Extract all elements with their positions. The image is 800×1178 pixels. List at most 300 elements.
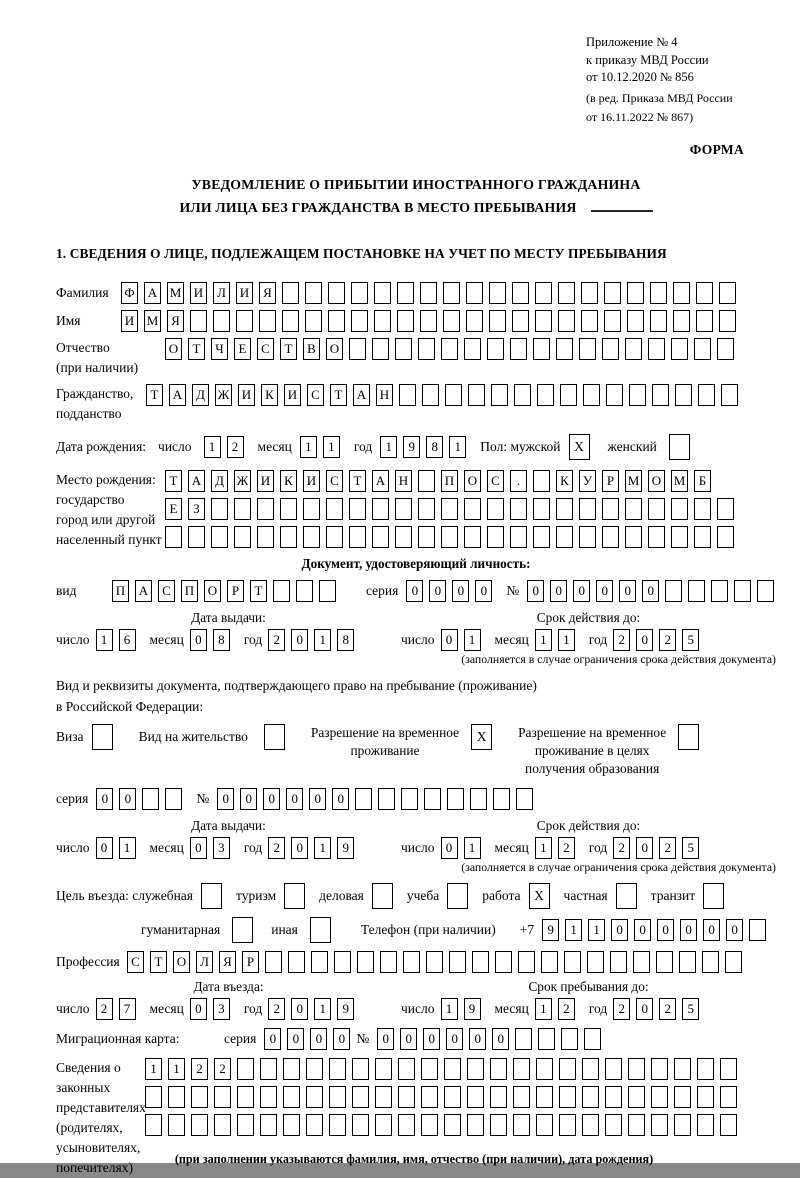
char-cell[interactable] <box>669 434 690 460</box>
char-cell[interactable]: 0 <box>657 919 674 941</box>
char-cell[interactable] <box>259 310 276 332</box>
char-cell[interactable]: А <box>372 470 389 492</box>
char-cell[interactable]: 5 <box>682 998 699 1020</box>
char-cell[interactable] <box>375 1114 392 1136</box>
char-cell[interactable] <box>717 526 734 548</box>
char-cell[interactable] <box>201 883 222 909</box>
char-cell[interactable] <box>725 951 742 973</box>
char-cell[interactable] <box>165 526 182 548</box>
char-cell[interactable] <box>721 384 738 406</box>
char-cell[interactable]: Т <box>280 338 297 360</box>
char-cell[interactable] <box>418 526 435 548</box>
char-cell[interactable]: X <box>529 883 550 909</box>
char-cell[interactable] <box>466 282 483 304</box>
char-cell[interactable] <box>380 951 397 973</box>
char-cell[interactable]: 7 <box>119 998 136 1020</box>
char-cell[interactable] <box>283 1086 300 1108</box>
char-cell[interactable] <box>536 1086 553 1108</box>
char-cell[interactable] <box>627 282 644 304</box>
char-cell[interactable] <box>284 883 305 909</box>
char-cell[interactable] <box>374 282 391 304</box>
char-cell[interactable]: 1 <box>380 436 397 458</box>
char-cell[interactable] <box>447 883 468 909</box>
char-cell[interactable] <box>587 951 604 973</box>
char-cell[interactable] <box>628 1058 645 1080</box>
char-cell[interactable] <box>625 526 642 548</box>
char-cell[interactable] <box>559 1114 576 1136</box>
char-cell[interactable]: 6 <box>119 629 136 651</box>
char-cell[interactable] <box>351 282 368 304</box>
char-cell[interactable] <box>311 951 328 973</box>
char-cell[interactable] <box>395 526 412 548</box>
char-cell[interactable]: 3 <box>213 998 230 1020</box>
char-cell[interactable] <box>329 1086 346 1108</box>
char-cell[interactable] <box>720 1058 737 1080</box>
char-cell[interactable]: 0 <box>333 1028 350 1050</box>
char-cell[interactable] <box>310 917 331 943</box>
char-cell[interactable] <box>443 310 460 332</box>
char-cell[interactable]: Т <box>146 384 163 406</box>
char-cell[interactable]: К <box>261 384 278 406</box>
char-cell[interactable] <box>349 338 366 360</box>
char-cell[interactable]: 1 <box>535 837 552 859</box>
char-cell[interactable]: 0 <box>492 1028 509 1050</box>
char-cell[interactable] <box>717 338 734 360</box>
char-cell[interactable] <box>237 1114 254 1136</box>
char-cell[interactable] <box>232 917 253 943</box>
char-cell[interactable] <box>558 282 575 304</box>
char-cell[interactable] <box>424 788 441 810</box>
char-cell[interactable]: 0 <box>423 1028 440 1050</box>
char-cell[interactable] <box>257 498 274 520</box>
char-cell[interactable] <box>395 498 412 520</box>
char-cell[interactable] <box>145 1114 162 1136</box>
char-cell[interactable]: С <box>326 470 343 492</box>
char-cell[interactable]: М <box>144 310 161 332</box>
char-cell[interactable]: Я <box>167 310 184 332</box>
char-cell[interactable] <box>512 310 529 332</box>
char-cell[interactable]: О <box>204 580 221 602</box>
char-cell[interactable]: 0 <box>286 788 303 810</box>
char-cell[interactable] <box>679 951 696 973</box>
char-cell[interactable] <box>671 498 688 520</box>
char-cell[interactable]: И <box>284 384 301 406</box>
char-cell[interactable] <box>191 1086 208 1108</box>
char-cell[interactable] <box>282 282 299 304</box>
char-cell[interactable] <box>652 384 669 406</box>
char-cell[interactable] <box>283 1058 300 1080</box>
char-cell[interactable] <box>487 498 504 520</box>
char-cell[interactable] <box>375 1086 392 1108</box>
char-cell[interactable]: 0 <box>680 919 697 941</box>
char-cell[interactable] <box>510 338 527 360</box>
char-cell[interactable] <box>303 526 320 548</box>
char-cell[interactable] <box>444 1114 461 1136</box>
char-cell[interactable] <box>190 310 207 332</box>
char-cell[interactable]: 0 <box>190 837 207 859</box>
char-cell[interactable]: 0 <box>217 788 234 810</box>
char-cell[interactable] <box>674 1086 691 1108</box>
char-cell[interactable] <box>648 338 665 360</box>
char-cell[interactable] <box>711 580 728 602</box>
char-cell[interactable]: Б <box>694 470 711 492</box>
char-cell[interactable]: 2 <box>613 998 630 1020</box>
char-cell[interactable] <box>426 951 443 973</box>
char-cell[interactable]: 1 <box>96 629 113 651</box>
char-cell[interactable] <box>328 310 345 332</box>
char-cell[interactable]: 9 <box>403 436 420 458</box>
char-cell[interactable]: Л <box>213 282 230 304</box>
char-cell[interactable] <box>606 384 623 406</box>
char-cell[interactable] <box>260 1086 277 1108</box>
char-cell[interactable]: 1 <box>565 919 582 941</box>
char-cell[interactable] <box>694 338 711 360</box>
char-cell[interactable] <box>605 1086 622 1108</box>
char-cell[interactable] <box>556 338 573 360</box>
char-cell[interactable]: 0 <box>573 580 590 602</box>
char-cell[interactable] <box>213 310 230 332</box>
char-cell[interactable] <box>260 1114 277 1136</box>
char-cell[interactable]: 1 <box>168 1058 185 1080</box>
char-cell[interactable]: 0 <box>96 788 113 810</box>
char-cell[interactable]: 0 <box>119 788 136 810</box>
char-cell[interactable]: 0 <box>703 919 720 941</box>
char-cell[interactable]: 0 <box>469 1028 486 1050</box>
char-cell[interactable] <box>418 498 435 520</box>
char-cell[interactable]: С <box>158 580 175 602</box>
char-cell[interactable] <box>674 1114 691 1136</box>
char-cell[interactable] <box>541 951 558 973</box>
char-cell[interactable]: И <box>238 384 255 406</box>
char-cell[interactable]: 5 <box>682 837 699 859</box>
char-cell[interactable] <box>282 310 299 332</box>
char-cell[interactable] <box>489 310 506 332</box>
char-cell[interactable] <box>487 526 504 548</box>
char-cell[interactable] <box>265 951 282 973</box>
char-cell[interactable] <box>703 883 724 909</box>
char-cell[interactable]: 0 <box>377 1028 394 1050</box>
char-cell[interactable]: 1 <box>314 629 331 651</box>
char-cell[interactable]: 0 <box>263 788 280 810</box>
char-cell[interactable] <box>674 1058 691 1080</box>
char-cell[interactable]: Ж <box>215 384 232 406</box>
char-cell[interactable] <box>628 1086 645 1108</box>
char-cell[interactable]: 1 <box>204 436 221 458</box>
char-cell[interactable] <box>582 1114 599 1136</box>
char-cell[interactable] <box>92 724 113 750</box>
char-cell[interactable] <box>234 526 251 548</box>
char-cell[interactable] <box>512 282 529 304</box>
char-cell[interactable]: О <box>648 470 665 492</box>
char-cell[interactable]: 0 <box>619 580 636 602</box>
char-cell[interactable]: М <box>625 470 642 492</box>
char-cell[interactable] <box>306 1114 323 1136</box>
char-cell[interactable] <box>697 1058 714 1080</box>
char-cell[interactable] <box>605 1114 622 1136</box>
char-cell[interactable] <box>561 1028 578 1050</box>
char-cell[interactable] <box>329 1058 346 1080</box>
char-cell[interactable] <box>374 310 391 332</box>
char-cell[interactable]: 1 <box>464 837 481 859</box>
char-cell[interactable] <box>533 526 550 548</box>
char-cell[interactable]: 0 <box>527 580 544 602</box>
char-cell[interactable] <box>651 1086 668 1108</box>
char-cell[interactable] <box>421 1086 438 1108</box>
char-cell[interactable] <box>306 1058 323 1080</box>
char-cell[interactable]: И <box>121 310 138 332</box>
char-cell[interactable] <box>236 310 253 332</box>
char-cell[interactable] <box>444 1058 461 1080</box>
char-cell[interactable]: Е <box>234 338 251 360</box>
char-cell[interactable] <box>582 1058 599 1080</box>
char-cell[interactable]: 0 <box>726 919 743 941</box>
char-cell[interactable]: 0 <box>429 580 446 602</box>
char-cell[interactable]: С <box>307 384 324 406</box>
char-cell[interactable]: 2 <box>268 837 285 859</box>
char-cell[interactable] <box>398 1114 415 1136</box>
char-cell[interactable]: К <box>556 470 573 492</box>
char-cell[interactable] <box>214 1114 231 1136</box>
char-cell[interactable] <box>675 384 692 406</box>
char-cell[interactable] <box>464 498 481 520</box>
char-cell[interactable] <box>399 384 416 406</box>
char-cell[interactable]: 1 <box>588 919 605 941</box>
char-cell[interactable] <box>375 1058 392 1080</box>
char-cell[interactable]: 1 <box>314 998 331 1020</box>
char-cell[interactable] <box>602 338 619 360</box>
char-cell[interactable] <box>678 724 699 750</box>
char-cell[interactable] <box>579 498 596 520</box>
char-cell[interactable] <box>535 282 552 304</box>
char-cell[interactable] <box>352 1114 369 1136</box>
char-cell[interactable] <box>650 310 667 332</box>
char-cell[interactable] <box>602 526 619 548</box>
char-cell[interactable]: 1 <box>558 629 575 651</box>
char-cell[interactable] <box>536 1114 553 1136</box>
char-cell[interactable] <box>671 526 688 548</box>
char-cell[interactable] <box>559 1058 576 1080</box>
char-cell[interactable] <box>510 498 527 520</box>
char-cell[interactable] <box>491 384 508 406</box>
char-cell[interactable] <box>584 1028 601 1050</box>
char-cell[interactable] <box>720 1114 737 1136</box>
char-cell[interactable]: З <box>188 498 205 520</box>
char-cell[interactable] <box>305 282 322 304</box>
char-cell[interactable] <box>535 310 552 332</box>
char-cell[interactable] <box>421 1114 438 1136</box>
char-cell[interactable]: 0 <box>190 998 207 1020</box>
char-cell[interactable] <box>556 498 573 520</box>
char-cell[interactable]: О <box>173 951 190 973</box>
char-cell[interactable] <box>372 498 389 520</box>
char-cell[interactable] <box>605 1058 622 1080</box>
char-cell[interactable] <box>688 580 705 602</box>
char-cell[interactable] <box>604 310 621 332</box>
char-cell[interactable] <box>237 1086 254 1108</box>
char-cell[interactable]: Д <box>211 470 228 492</box>
char-cell[interactable] <box>464 338 481 360</box>
char-cell[interactable]: Ч <box>211 338 228 360</box>
char-cell[interactable] <box>264 724 285 750</box>
char-cell[interactable] <box>673 310 690 332</box>
char-cell[interactable] <box>398 1086 415 1108</box>
char-cell[interactable] <box>694 498 711 520</box>
char-cell[interactable] <box>467 1058 484 1080</box>
char-cell[interactable] <box>651 1114 668 1136</box>
char-cell[interactable] <box>237 1058 254 1080</box>
char-cell[interactable] <box>487 338 504 360</box>
char-cell[interactable] <box>633 951 650 973</box>
char-cell[interactable] <box>467 1114 484 1136</box>
char-cell[interactable] <box>280 526 297 548</box>
char-cell[interactable] <box>352 1058 369 1080</box>
char-cell[interactable] <box>418 338 435 360</box>
char-cell[interactable] <box>329 1114 346 1136</box>
char-cell[interactable]: 1 <box>119 837 136 859</box>
char-cell[interactable]: Н <box>376 384 393 406</box>
char-cell[interactable]: 9 <box>337 998 354 1020</box>
char-cell[interactable] <box>656 951 673 973</box>
char-cell[interactable] <box>513 1058 530 1080</box>
char-cell[interactable]: Н <box>395 470 412 492</box>
char-cell[interactable]: Е <box>165 498 182 520</box>
char-cell[interactable] <box>449 951 466 973</box>
char-cell[interactable]: Р <box>242 951 259 973</box>
char-cell[interactable]: 1 <box>449 436 466 458</box>
char-cell[interactable] <box>515 1028 532 1050</box>
char-cell[interactable] <box>191 1114 208 1136</box>
char-cell[interactable] <box>444 1086 461 1108</box>
char-cell[interactable]: 2 <box>227 436 244 458</box>
char-cell[interactable]: А <box>169 384 186 406</box>
char-cell[interactable]: Ж <box>234 470 251 492</box>
char-cell[interactable] <box>673 282 690 304</box>
char-cell[interactable] <box>168 1114 185 1136</box>
char-cell[interactable] <box>625 498 642 520</box>
char-cell[interactable]: 0 <box>636 629 653 651</box>
char-cell[interactable] <box>260 1058 277 1080</box>
char-cell[interactable] <box>650 282 667 304</box>
char-cell[interactable] <box>696 310 713 332</box>
char-cell[interactable] <box>466 310 483 332</box>
char-cell[interactable]: А <box>353 384 370 406</box>
char-cell[interactable]: А <box>144 282 161 304</box>
char-cell[interactable] <box>401 788 418 810</box>
char-cell[interactable]: У <box>579 470 596 492</box>
char-cell[interactable]: Р <box>227 580 244 602</box>
char-cell[interactable] <box>493 788 510 810</box>
char-cell[interactable] <box>165 788 182 810</box>
char-cell[interactable] <box>352 1086 369 1108</box>
char-cell[interactable] <box>378 788 395 810</box>
char-cell[interactable] <box>357 951 374 973</box>
char-cell[interactable]: 1 <box>323 436 340 458</box>
char-cell[interactable]: 2 <box>613 837 630 859</box>
char-cell[interactable] <box>355 788 372 810</box>
char-cell[interactable] <box>651 1058 668 1080</box>
char-cell[interactable] <box>443 282 460 304</box>
char-cell[interactable]: 1 <box>535 629 552 651</box>
char-cell[interactable] <box>560 384 577 406</box>
char-cell[interactable]: Д <box>192 384 209 406</box>
char-cell[interactable] <box>422 384 439 406</box>
char-cell[interactable]: Т <box>330 384 347 406</box>
char-cell[interactable] <box>513 1114 530 1136</box>
char-cell[interactable] <box>719 310 736 332</box>
char-cell[interactable] <box>467 1086 484 1108</box>
char-cell[interactable]: 0 <box>406 580 423 602</box>
char-cell[interactable] <box>418 470 435 492</box>
char-cell[interactable]: М <box>167 282 184 304</box>
char-cell[interactable]: М <box>671 470 688 492</box>
char-cell[interactable]: К <box>280 470 297 492</box>
char-cell[interactable] <box>372 338 389 360</box>
char-cell[interactable]: 1 <box>441 998 458 1020</box>
char-cell[interactable] <box>372 883 393 909</box>
char-cell[interactable] <box>616 883 637 909</box>
char-cell[interactable]: В <box>303 338 320 360</box>
char-cell[interactable] <box>328 282 345 304</box>
char-cell[interactable]: 3 <box>213 837 230 859</box>
char-cell[interactable] <box>257 526 274 548</box>
char-cell[interactable] <box>537 384 554 406</box>
char-cell[interactable]: 9 <box>464 998 481 1020</box>
char-cell[interactable] <box>188 526 205 548</box>
char-cell[interactable] <box>441 498 458 520</box>
char-cell[interactable] <box>665 580 682 602</box>
char-cell[interactable]: 0 <box>441 629 458 651</box>
char-cell[interactable]: 0 <box>642 580 659 602</box>
char-cell[interactable]: П <box>112 580 129 602</box>
char-cell[interactable]: Ф <box>121 282 138 304</box>
char-cell[interactable]: X <box>569 434 590 460</box>
char-cell[interactable] <box>441 526 458 548</box>
char-cell[interactable]: 2 <box>659 837 676 859</box>
char-cell[interactable]: О <box>326 338 343 360</box>
char-cell[interactable] <box>472 951 489 973</box>
char-cell[interactable]: И <box>190 282 207 304</box>
char-cell[interactable] <box>698 384 715 406</box>
char-cell[interactable] <box>283 1114 300 1136</box>
char-cell[interactable]: 1 <box>464 629 481 651</box>
char-cell[interactable]: 2 <box>191 1058 208 1080</box>
char-cell[interactable]: 0 <box>634 919 651 941</box>
char-cell[interactable] <box>490 1086 507 1108</box>
char-cell[interactable] <box>757 580 774 602</box>
char-cell[interactable]: А <box>135 580 152 602</box>
char-cell[interactable] <box>579 526 596 548</box>
char-cell[interactable]: 0 <box>291 998 308 1020</box>
char-cell[interactable]: 2 <box>558 837 575 859</box>
char-cell[interactable] <box>702 951 719 973</box>
char-cell[interactable] <box>305 310 322 332</box>
char-cell[interactable] <box>211 526 228 548</box>
char-cell[interactable] <box>579 338 596 360</box>
char-cell[interactable] <box>518 951 535 973</box>
char-cell[interactable] <box>697 1114 714 1136</box>
char-cell[interactable]: 2 <box>659 629 676 651</box>
char-cell[interactable]: С <box>257 338 274 360</box>
char-cell[interactable]: 8 <box>337 629 354 651</box>
char-cell[interactable] <box>280 498 297 520</box>
char-cell[interactable]: О <box>165 338 182 360</box>
char-cell[interactable]: 8 <box>426 436 443 458</box>
char-cell[interactable] <box>397 282 414 304</box>
char-cell[interactable] <box>372 526 389 548</box>
char-cell[interactable]: 0 <box>190 629 207 651</box>
char-cell[interactable]: И <box>303 470 320 492</box>
char-cell[interactable]: 0 <box>475 580 492 602</box>
